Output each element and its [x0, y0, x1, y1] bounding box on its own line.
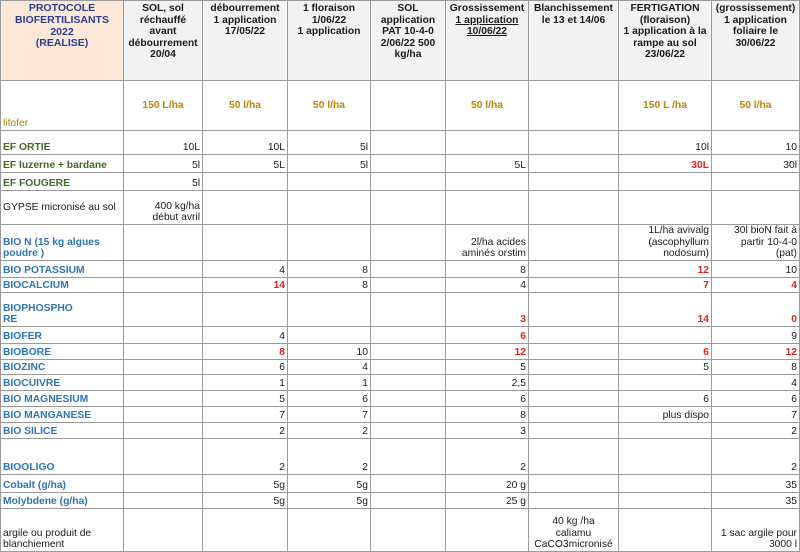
- table-cell: 7: [712, 406, 800, 422]
- table-cell: [124, 277, 203, 292]
- header-line: réchauffé: [139, 14, 187, 26]
- table-cell: [446, 508, 529, 551]
- header-row: [1, 1, 800, 81]
- table-cell: 7: [619, 277, 712, 292]
- table-cell: [619, 438, 712, 474]
- table-cell: [124, 492, 203, 508]
- table-cell: 10: [712, 131, 800, 155]
- table-cell: 20 g: [446, 474, 529, 492]
- table-cell: 1: [288, 374, 371, 390]
- table-cell: [203, 225, 288, 261]
- table-cell: [712, 191, 800, 225]
- column-header: [124, 1, 203, 81]
- table-cell: [446, 191, 529, 225]
- row-label: EF luzerne + bardane: [1, 155, 124, 173]
- table-cell: [124, 508, 203, 551]
- header-line: avant: [149, 26, 177, 38]
- table-cell: [371, 474, 446, 492]
- table-cell: [288, 508, 371, 551]
- row-label: BIOPHOSPHO RE: [1, 292, 124, 326]
- header-line: PROTOCOLE: [28, 2, 96, 14]
- table-cell: [619, 508, 712, 551]
- table-cell: [371, 359, 446, 374]
- table-cell: [371, 326, 446, 343]
- table-cell: 5l: [288, 131, 371, 155]
- table-cell: 8: [712, 359, 800, 374]
- table-row: [1, 131, 800, 155]
- header-line: Blanchissement: [534, 3, 613, 14]
- table-row: [1, 277, 800, 292]
- header-line: (grossissement): [715, 3, 796, 14]
- table-cell: [124, 225, 203, 261]
- table-cell: [529, 492, 619, 508]
- column-header: [529, 1, 619, 81]
- header-line: 2/06/22 500: [380, 37, 436, 49]
- table-row: [1, 343, 800, 359]
- table-cell: 6: [619, 343, 712, 359]
- row-label: EF FOUGERE: [1, 173, 124, 191]
- table-cell: 40 kg /ha caliamu CaCO3micronisé: [529, 508, 619, 551]
- table-cell: 400 kg/ha début avril: [124, 191, 203, 225]
- table-cell: 5L: [203, 155, 288, 173]
- table-cell: 2: [203, 422, 288, 438]
- table-cell: 4: [203, 260, 288, 277]
- table-cell: [288, 191, 371, 225]
- column-header: [712, 1, 800, 81]
- header-line: SOL: [397, 3, 419, 14]
- table-cell: [529, 390, 619, 406]
- table-cell: 30l: [712, 155, 800, 173]
- table-cell: [529, 474, 619, 492]
- table-cell: 6: [446, 326, 529, 343]
- table-cell: 10: [712, 260, 800, 277]
- table-cell: 5: [619, 359, 712, 374]
- table-row: [1, 422, 800, 438]
- table-cell: [529, 81, 619, 131]
- table-cell: [619, 374, 712, 390]
- table-cell: [712, 173, 800, 191]
- table-cell: [203, 292, 288, 326]
- header-line: 1 application: [455, 14, 519, 26]
- table-cell: 50 l/ha: [712, 81, 800, 131]
- table-cell: 6: [288, 390, 371, 406]
- table-row: [1, 359, 800, 374]
- table-cell: [529, 225, 619, 261]
- table-row: [1, 260, 800, 277]
- table-cell: [371, 260, 446, 277]
- table-cell: [371, 374, 446, 390]
- table-cell: [371, 422, 446, 438]
- table-cell: 4: [712, 277, 800, 292]
- row-label: BIO MAGNESIUM: [1, 390, 124, 406]
- table-cell: 10L: [124, 131, 203, 155]
- header-line: 1 application à la: [623, 26, 707, 38]
- header-line: 20/04: [150, 49, 176, 61]
- column-header: [288, 1, 371, 81]
- column-header: [619, 1, 712, 81]
- table-cell: 8: [446, 260, 529, 277]
- table-cell: [124, 260, 203, 277]
- header-line: PAT 10-4-0: [382, 26, 434, 38]
- table-row: [1, 155, 800, 173]
- table-row: [1, 492, 800, 508]
- table-cell: 4: [288, 359, 371, 374]
- row-label: BIO POTASSIUM: [1, 260, 124, 277]
- header-line: 30/06/22: [735, 37, 776, 49]
- table-cell: [371, 173, 446, 191]
- table-cell: [124, 406, 203, 422]
- table-cell: 6: [712, 390, 800, 406]
- table-row: [1, 191, 800, 225]
- header-line: 10/06/22: [466, 26, 508, 38]
- table-cell: [529, 343, 619, 359]
- table-cell: [529, 131, 619, 155]
- table-cell: [124, 474, 203, 492]
- row-label: BIOBORE: [1, 343, 124, 359]
- table-cell: [619, 326, 712, 343]
- row-label: BIO SILICE: [1, 422, 124, 438]
- table-cell: [529, 191, 619, 225]
- table-row: [1, 225, 800, 261]
- table-cell: 8: [446, 406, 529, 422]
- row-label: EF ORTIE: [1, 131, 124, 155]
- table-cell: [371, 191, 446, 225]
- table-cell: 30l bioN fait à partir 10-4-0 (pat): [712, 225, 800, 261]
- table-cell: [529, 155, 619, 173]
- header-line: 1 application: [724, 14, 787, 26]
- table-cell: 5l: [124, 155, 203, 173]
- row-label: BIO N (15 kg algues poudre ): [1, 225, 124, 261]
- table-cell: 50 l/ha: [446, 81, 529, 131]
- table-cell: [619, 422, 712, 438]
- row-label: BIOFER: [1, 326, 124, 343]
- table-title: [1, 1, 124, 81]
- header-line: Grossissement: [449, 3, 525, 14]
- row-label: argile ou produit de blanchiement: [1, 508, 124, 551]
- header-line: kg/ha: [394, 49, 422, 61]
- header-line: 1 floraison: [302, 3, 356, 14]
- column-header: [203, 1, 288, 81]
- table-cell: 7: [203, 406, 288, 422]
- table-cell: 9: [712, 326, 800, 343]
- table-cell: [619, 173, 712, 191]
- row-label: Molybdene (g/ha): [1, 492, 124, 508]
- header-line: application: [380, 14, 436, 26]
- table-cell: 0: [712, 292, 800, 326]
- table-cell: [529, 406, 619, 422]
- header-line: 1 application: [297, 26, 361, 38]
- table-cell: [529, 292, 619, 326]
- table-cell: 6: [446, 390, 529, 406]
- header-line: FERTIGATION: [630, 3, 700, 14]
- table-cell: 5g: [288, 492, 371, 508]
- table-cell: [124, 422, 203, 438]
- table-cell: [529, 260, 619, 277]
- table-cell: [288, 225, 371, 261]
- table-cell: [371, 292, 446, 326]
- table-cell: [371, 155, 446, 173]
- table-cell: [619, 191, 712, 225]
- row-label: BIOZINC: [1, 359, 124, 374]
- column-header: [371, 1, 446, 81]
- table-cell: 14: [619, 292, 712, 326]
- table-cell: [124, 359, 203, 374]
- table-cell: 25 g: [446, 492, 529, 508]
- table-cell: 2: [712, 422, 800, 438]
- header-line: 17/05/22: [224, 26, 266, 38]
- header-line: (floraison): [639, 14, 691, 26]
- table-cell: [124, 343, 203, 359]
- table-row: [1, 474, 800, 492]
- table-cell: [529, 277, 619, 292]
- table-cell: 5g: [203, 474, 288, 492]
- table-cell: [371, 81, 446, 131]
- table-cell: 6: [619, 390, 712, 406]
- column-header: [446, 1, 529, 81]
- table-row: [1, 81, 800, 131]
- row-label: BIOCUIVRE: [1, 374, 124, 390]
- table-cell: [529, 438, 619, 474]
- table-cell: 8: [288, 260, 371, 277]
- table-cell: [124, 292, 203, 326]
- table-cell: [371, 390, 446, 406]
- table-cell: [619, 492, 712, 508]
- table-cell: [124, 390, 203, 406]
- header-line: rampe au sol: [633, 37, 697, 49]
- row-label: GYPSE micronisé au sol: [1, 191, 124, 225]
- row-label: BIOOLIGO: [1, 438, 124, 474]
- table-row: [1, 326, 800, 343]
- table-cell: [288, 292, 371, 326]
- table-cell: 5g: [288, 474, 371, 492]
- table-cell: 50 l/ha: [203, 81, 288, 131]
- table-row: [1, 390, 800, 406]
- table-cell: [529, 173, 619, 191]
- table-cell: 8: [203, 343, 288, 359]
- table-cell: 150 L/ha: [124, 81, 203, 131]
- header-line: débourrement: [210, 3, 280, 14]
- table-row: [1, 438, 800, 474]
- header-line: 23/06/22: [644, 49, 686, 61]
- table-cell: [371, 343, 446, 359]
- table-cell: [203, 173, 288, 191]
- table-row: [1, 406, 800, 422]
- header-line: 1/06/22: [311, 14, 347, 26]
- row-label: BIOCALCIUM: [1, 277, 124, 292]
- header-line: (REALISE): [35, 37, 89, 50]
- table-cell: [371, 438, 446, 474]
- table-cell: 5: [446, 359, 529, 374]
- table-cell: 10L: [203, 131, 288, 155]
- header-line: le 13 et 14/06: [541, 14, 606, 26]
- table-cell: 5: [203, 390, 288, 406]
- table-cell: 14: [203, 277, 288, 292]
- table-cell: [203, 191, 288, 225]
- table-cell: 3: [446, 292, 529, 326]
- table-cell: [288, 173, 371, 191]
- table-cell: 30L: [619, 155, 712, 173]
- table-cell: [446, 173, 529, 191]
- table-cell: 2: [203, 438, 288, 474]
- table-cell: 35: [712, 492, 800, 508]
- table-cell: [124, 326, 203, 343]
- table-cell: 6: [203, 359, 288, 374]
- table-cell: 35: [712, 474, 800, 492]
- table-cell: 5g: [203, 492, 288, 508]
- table-cell: 1 sac argile pour 3000 l: [712, 508, 800, 551]
- table-row: [1, 508, 800, 551]
- table-cell: [124, 438, 203, 474]
- table-cell: 10l: [619, 131, 712, 155]
- table-cell: [371, 225, 446, 261]
- table-cell: [529, 326, 619, 343]
- header-line: SOL, sol: [142, 3, 184, 14]
- table-cell: 2,5: [446, 374, 529, 390]
- table-cell: 2: [712, 438, 800, 474]
- table-cell: 150 L /ha: [619, 81, 712, 131]
- table-cell: 4: [446, 277, 529, 292]
- row-label: BIO MANGANESE: [1, 406, 124, 422]
- table-cell: 2l/ha acides aminés orstim: [446, 225, 529, 261]
- table-cell: [371, 406, 446, 422]
- table-cell: [371, 131, 446, 155]
- table-cell: [203, 508, 288, 551]
- header-line: 1 application: [213, 14, 277, 26]
- table-cell: plus dispo: [619, 406, 712, 422]
- table-cell: 2: [288, 438, 371, 474]
- table-cell: 4: [203, 326, 288, 343]
- table-cell: [446, 131, 529, 155]
- row-label: Cobalt (g/ha): [1, 474, 124, 492]
- table-cell: 3: [446, 422, 529, 438]
- table-cell: 5l: [124, 173, 203, 191]
- table-cell: 12: [712, 343, 800, 359]
- table-cell: 8: [288, 277, 371, 292]
- table-cell: [529, 374, 619, 390]
- table-cell: [288, 326, 371, 343]
- table-cell: [371, 492, 446, 508]
- table-cell: [619, 474, 712, 492]
- table-cell: 5l: [288, 155, 371, 173]
- header-line: débourrement: [128, 37, 198, 49]
- table-cell: [529, 422, 619, 438]
- header-line: foliaire le: [732, 26, 779, 38]
- table-cell: 50 l/ha: [288, 81, 371, 131]
- table-cell: 1: [203, 374, 288, 390]
- table-cell: 5L: [446, 155, 529, 173]
- table-cell: 2: [288, 422, 371, 438]
- table-row: [1, 173, 800, 191]
- header-line: BIOFERTILISANTS 2022: [15, 13, 109, 38]
- table-cell: [124, 374, 203, 390]
- table-cell: [371, 277, 446, 292]
- table-row: [1, 292, 800, 326]
- table-cell: [371, 508, 446, 551]
- table-cell: [529, 359, 619, 374]
- table-cell: 1L/ha avivalg (ascophyllum nodosum): [619, 225, 712, 261]
- row-label: lifofer: [1, 81, 124, 131]
- table-cell: 2: [446, 438, 529, 474]
- table-cell: 10: [288, 343, 371, 359]
- table-cell: 4: [712, 374, 800, 390]
- table-cell: 7: [288, 406, 371, 422]
- table-cell: 12: [619, 260, 712, 277]
- table-row: [1, 374, 800, 390]
- table-cell: 12: [446, 343, 529, 359]
